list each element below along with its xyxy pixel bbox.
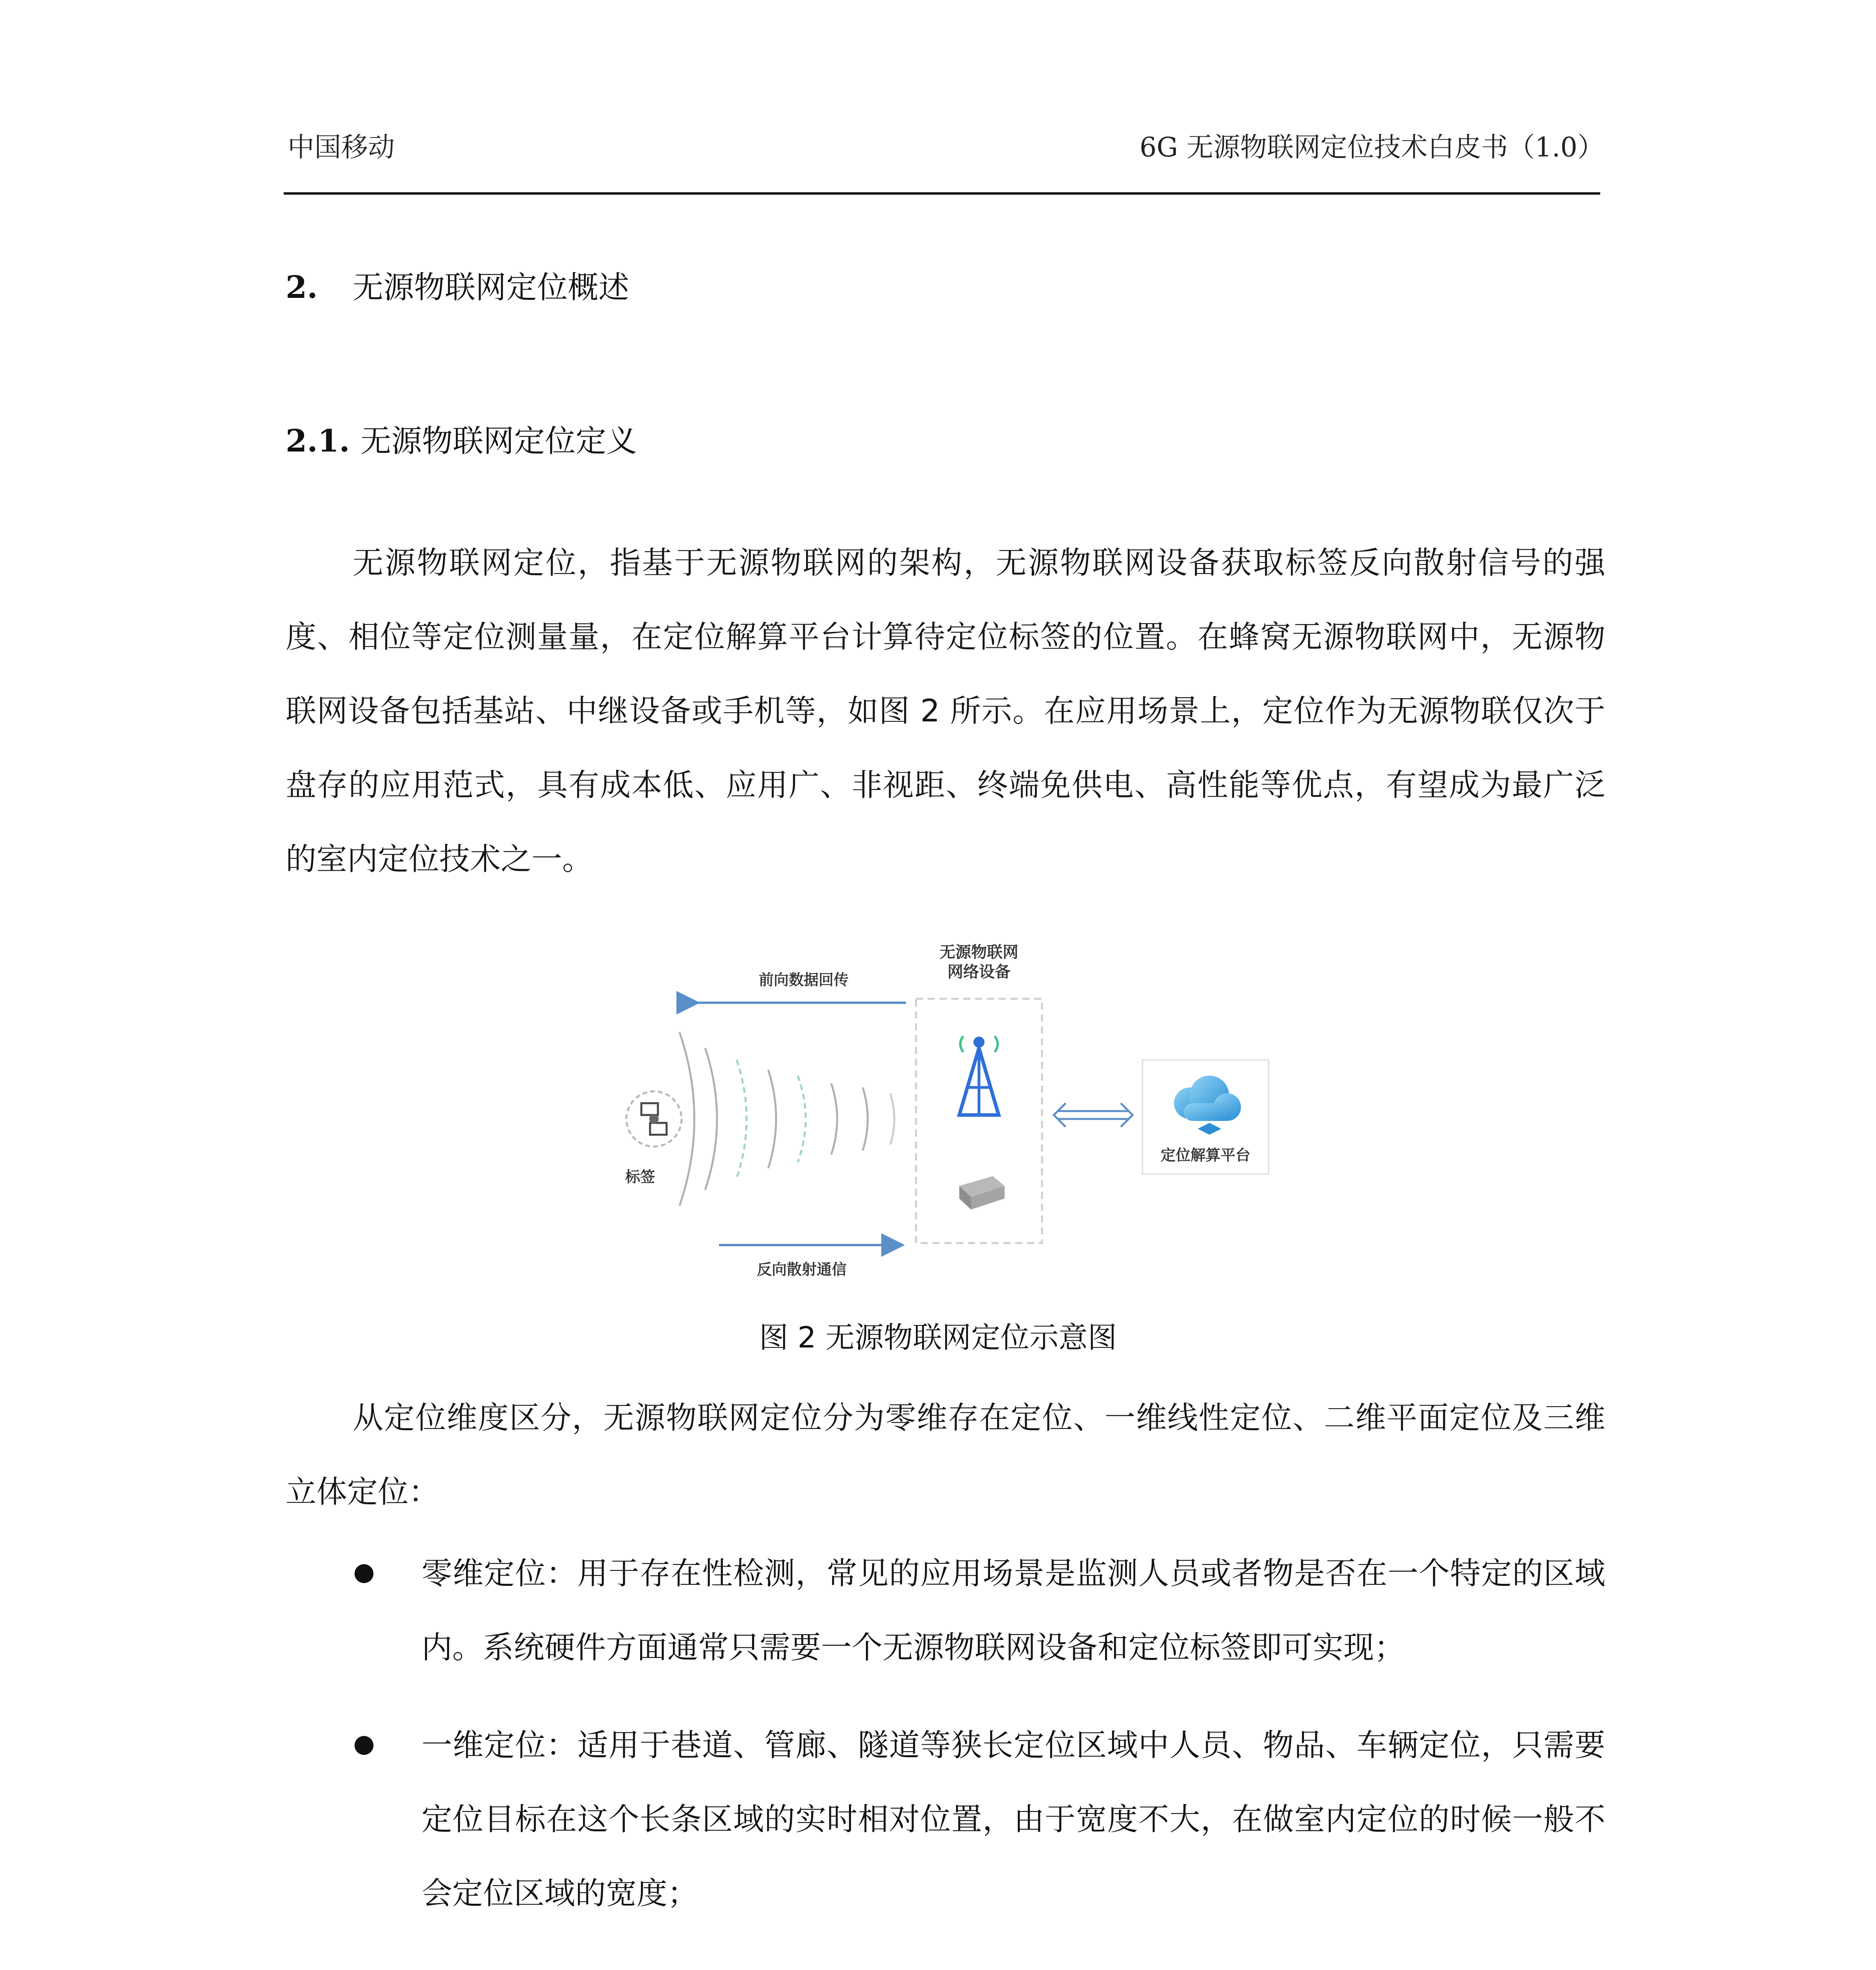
figure-caption: 图 2 无源物联网定位示意图 (759, 1321, 1117, 1355)
subsection-heading (286, 420, 637, 463)
figure-passive-iot-positioning (607, 930, 1300, 1284)
backscatter-label: 反向散射通信 (756, 1261, 847, 1278)
bullet-icon (355, 1564, 373, 1583)
platform-label: 定位解算平台 (1160, 1147, 1251, 1164)
signal-waves (680, 1032, 894, 1206)
tag-label: 标签 (625, 1168, 656, 1186)
section-title: 无源物联网定位概述 (353, 270, 630, 305)
header-divider (284, 192, 1600, 195)
tower-icon (959, 1036, 999, 1115)
list-item (286, 1708, 1605, 1931)
subsection-title: 无源物联网定位定义 (360, 424, 637, 459)
device-title-line2: 网络设备 (947, 963, 1010, 981)
section-number: 2. (286, 269, 318, 305)
double-arrow (1054, 1103, 1133, 1127)
relay-device-icon (959, 1176, 1005, 1210)
header-left: 中国移动 (288, 132, 395, 163)
intro-paragraph: 无源物联网定位，指基于无源物联网的架构，无源物联网设备获取标签反向散射信号的强度、相位等定位测量量，在定位解算平台计算待定位标签的位置。在蜂窝无源物联网中，无源物联网设备包括基站、中继设备或手机等，如图 2 所示。在应用场景上，定位作为无源物联仅次于盘存的应用范式，具有成本低、应用广、非视距、终端免供电、高性能等优点，有望成为最广泛的室内定位技术之一。 (286, 545, 1605, 877)
subsection-number: 2.1. (286, 423, 350, 459)
device-title-line1: 无源物联网 (940, 943, 1018, 961)
tag-icon (626, 1091, 682, 1147)
dimension-list (286, 1537, 1605, 1970)
section-heading (286, 266, 629, 309)
forward-label: 前向数据回传 (758, 971, 849, 989)
header-right: 6G 无源物联网定位技术白皮书（1.0） (1139, 132, 1604, 163)
dimension-paragraph: 从定位维度区分，无源物联网定位分为零维存在定位、一维线性定位、二维平面定位及三维立体定位： (286, 1400, 1605, 1510)
bullet-icon (355, 1736, 373, 1755)
list-item (286, 1537, 1605, 1685)
list-item (286, 1954, 1605, 1970)
list-item-text: 一维定位：适用于巷道、管廊、隧道等狭长定位区域中人员、物品、车辆定位，只需要定位目标在这个长条区域的实时相对位置，由于宽度不大，在做室内定位的时候一般不会定位区域的宽度； (422, 1728, 1605, 1911)
list-item-text: 零维定位：用于存在性检测，常见的应用场景是监测人员或者物是否在一个特定的区域内。系统硬件方面通常只需要一个无源物联网设备和定位标签即可实现； (422, 1556, 1605, 1665)
